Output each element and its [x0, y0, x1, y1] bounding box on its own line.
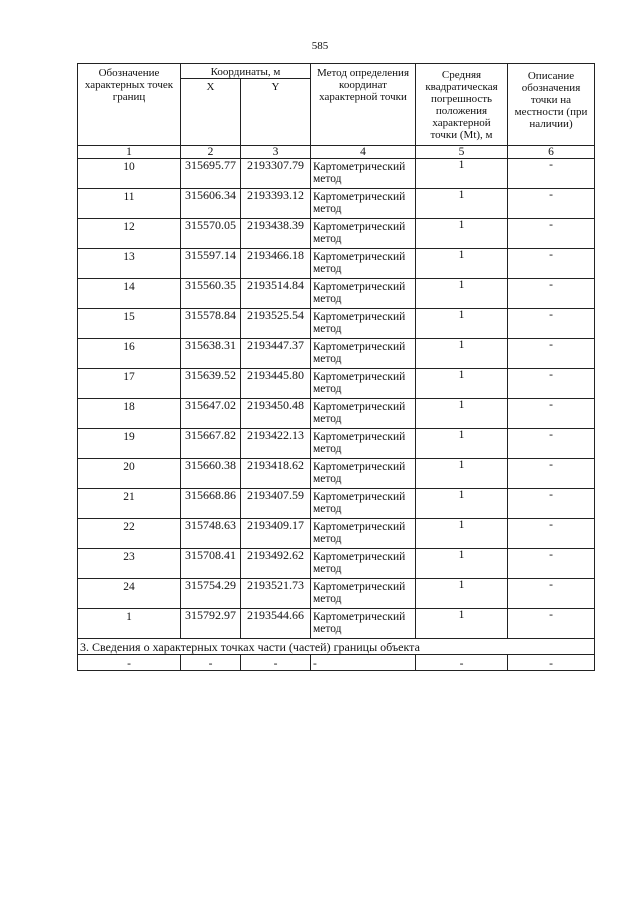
header-y: Y: [241, 79, 311, 146]
method-line-1: Картометрический: [313, 251, 406, 263]
x-coordinate-cell: 315660.38: [181, 459, 241, 489]
x-coordinate-cell: 315754.29: [181, 579, 241, 609]
method-cell: [311, 459, 416, 489]
method-line-2: метод: [313, 173, 342, 185]
section-3-title: 3. Сведения о характерных точках части (частей) границы объекта: [78, 639, 595, 655]
table-row: [78, 549, 595, 579]
method-line-1: Картометрический: [313, 161, 406, 173]
empty-cell: -: [78, 655, 181, 671]
method-line-1: Картометрический: [313, 341, 406, 353]
y-coordinate-cell: 2193492.62: [241, 549, 311, 579]
description-cell: -: [508, 249, 595, 279]
method-cell: [311, 579, 416, 609]
method-line-2: метод: [313, 203, 342, 215]
point-number-cell: 1: [78, 609, 181, 639]
accuracy-cell: 1: [416, 549, 508, 579]
description-cell: -: [508, 189, 595, 219]
point-number-cell: 22: [78, 519, 181, 549]
point-number-cell: 17: [78, 369, 181, 399]
description-cell: -: [508, 489, 595, 519]
point-number-cell: 16: [78, 339, 181, 369]
page-number: 585: [311, 40, 329, 52]
method-line-1: Картометрический: [313, 521, 406, 533]
accuracy-cell: 1: [416, 609, 508, 639]
accuracy-cell: 1: [416, 579, 508, 609]
table-row: [78, 249, 595, 279]
method-line-1: Картометрический: [313, 461, 406, 473]
x-coordinate-cell: 315560.35: [181, 279, 241, 309]
method-line-2: метод: [313, 593, 342, 605]
method-line-1: Картометрический: [313, 581, 406, 593]
method-line-1: Картометрический: [313, 431, 406, 443]
description-cell: -: [508, 549, 595, 579]
header-description: Описание обозначения точки на местности (при наличии): [508, 64, 595, 146]
table-row: [78, 489, 595, 519]
point-number-cell: 10: [78, 159, 181, 189]
y-coordinate-cell: 2193422.13: [241, 429, 311, 459]
method-line-1: Картометрический: [313, 491, 406, 503]
y-coordinate-cell: 2193447.37: [241, 339, 311, 369]
empty-cell: -: [416, 655, 508, 671]
table-row: [78, 579, 595, 609]
table-row: [78, 609, 595, 639]
x-coordinate-cell: 315668.86: [181, 489, 241, 519]
method-cell: [311, 429, 416, 459]
method-line-2: метод: [313, 563, 342, 575]
x-coordinate-cell: 315695.77: [181, 159, 241, 189]
empty-cell: -: [181, 655, 241, 671]
method-cell: [311, 549, 416, 579]
x-coordinate-cell: 315792.97: [181, 609, 241, 639]
point-number-cell: 14: [78, 279, 181, 309]
accuracy-cell: 1: [416, 459, 508, 489]
col-number: 3: [241, 146, 311, 159]
col-number: 1: [78, 146, 181, 159]
boundary-points-table: [77, 63, 595, 671]
method-line-1: Картометрический: [313, 191, 406, 203]
method-line-1: Картометрический: [313, 551, 406, 563]
x-coordinate-cell: 315570.05: [181, 219, 241, 249]
method-line-2: метод: [313, 323, 342, 335]
y-coordinate-cell: 2193307.79: [241, 159, 311, 189]
y-coordinate-cell: 2193521.73: [241, 579, 311, 609]
table-row: [78, 219, 595, 249]
y-coordinate-cell: 2193450.48: [241, 399, 311, 429]
section-3-empty-row: [78, 655, 595, 671]
method-line-1: Картометрический: [313, 611, 406, 623]
table-header-row-top: [78, 64, 595, 79]
description-cell: -: [508, 159, 595, 189]
method-line-2: метод: [313, 443, 342, 455]
description-cell: -: [508, 309, 595, 339]
description-cell: -: [508, 519, 595, 549]
method-cell: [311, 369, 416, 399]
method-cell: [311, 309, 416, 339]
x-coordinate-cell: 315578.84: [181, 309, 241, 339]
method-cell: [311, 249, 416, 279]
accuracy-cell: 1: [416, 429, 508, 459]
header-accuracy: Средняя квадратическая погрешность положения характерной точки (Mt), м: [416, 64, 508, 146]
accuracy-cell: 1: [416, 369, 508, 399]
point-number-cell: 15: [78, 309, 181, 339]
col-number: 4: [311, 146, 416, 159]
header-x: X: [181, 79, 241, 146]
description-cell: -: [508, 399, 595, 429]
empty-cell: -: [241, 655, 311, 671]
empty-cell: -: [311, 655, 416, 671]
method-line-1: Картометрический: [313, 221, 406, 233]
point-number-cell: 19: [78, 429, 181, 459]
table-row: [78, 459, 595, 489]
method-cell: [311, 609, 416, 639]
accuracy-cell: 1: [416, 189, 508, 219]
method-line-2: метод: [313, 383, 342, 395]
method-line-1: Картометрический: [313, 281, 406, 293]
method-line-2: метод: [313, 233, 342, 245]
point-number-cell: 13: [78, 249, 181, 279]
method-line-2: метод: [313, 623, 342, 635]
y-coordinate-cell: 2193409.17: [241, 519, 311, 549]
accuracy-cell: 1: [416, 159, 508, 189]
table-row: [78, 189, 595, 219]
y-coordinate-cell: 2193438.39: [241, 219, 311, 249]
accuracy-cell: 1: [416, 519, 508, 549]
x-coordinate-cell: 315597.14: [181, 249, 241, 279]
method-line-2: метод: [313, 473, 342, 485]
method-cell: [311, 339, 416, 369]
description-cell: -: [508, 459, 595, 489]
point-number-cell: 12: [78, 219, 181, 249]
method-cell: [311, 279, 416, 309]
table-row: [78, 309, 595, 339]
x-coordinate-cell: 315748.63: [181, 519, 241, 549]
method-line-2: метод: [313, 263, 342, 275]
col-number: 2: [181, 146, 241, 159]
table-row: [78, 399, 595, 429]
method-line-2: метод: [313, 503, 342, 515]
method-cell: [311, 159, 416, 189]
col-number: 5: [416, 146, 508, 159]
method-line-1: Картометрический: [313, 311, 406, 323]
description-cell: -: [508, 369, 595, 399]
accuracy-cell: 1: [416, 279, 508, 309]
point-number-cell: 21: [78, 489, 181, 519]
table-row: [78, 519, 595, 549]
table-row: [78, 279, 595, 309]
method-line-1: Картометрический: [313, 371, 406, 383]
table-row: [78, 159, 595, 189]
y-coordinate-cell: 2193466.18: [241, 249, 311, 279]
description-cell: -: [508, 609, 595, 639]
accuracy-cell: 1: [416, 309, 508, 339]
table-row: [78, 339, 595, 369]
y-coordinate-cell: 2193544.66: [241, 609, 311, 639]
method-cell: [311, 399, 416, 429]
table-body: [78, 159, 595, 639]
point-number-cell: 24: [78, 579, 181, 609]
description-cell: -: [508, 219, 595, 249]
accuracy-cell: 1: [416, 399, 508, 429]
x-coordinate-cell: 315667.82: [181, 429, 241, 459]
x-coordinate-cell: 315639.52: [181, 369, 241, 399]
method-cell: [311, 489, 416, 519]
x-coordinate-cell: 315708.41: [181, 549, 241, 579]
header-method: Метод определения координат характерной точки: [311, 64, 416, 146]
method-cell: [311, 189, 416, 219]
table-row: [78, 429, 595, 459]
method-line-2: метод: [313, 413, 342, 425]
y-coordinate-cell: 2193514.84: [241, 279, 311, 309]
method-line-1: Картометрический: [313, 401, 406, 413]
accuracy-cell: 1: [416, 489, 508, 519]
accuracy-cell: 1: [416, 249, 508, 279]
header-coordinates: Координаты, м: [181, 64, 311, 79]
y-coordinate-cell: 2193445.80: [241, 369, 311, 399]
column-numbers-row: [78, 146, 595, 159]
description-cell: -: [508, 279, 595, 309]
y-coordinate-cell: 2193525.54: [241, 309, 311, 339]
method-line-2: метод: [313, 533, 342, 545]
y-coordinate-cell: 2193407.59: [241, 489, 311, 519]
point-number-cell: 18: [78, 399, 181, 429]
x-coordinate-cell: 315638.31: [181, 339, 241, 369]
description-cell: -: [508, 429, 595, 459]
accuracy-cell: 1: [416, 339, 508, 369]
table-row: [78, 369, 595, 399]
description-cell: -: [508, 339, 595, 369]
x-coordinate-cell: 315606.34: [181, 189, 241, 219]
method-line-2: метод: [313, 353, 342, 365]
y-coordinate-cell: 2193418.62: [241, 459, 311, 489]
method-cell: [311, 219, 416, 249]
method-line-2: метод: [313, 293, 342, 305]
description-cell: -: [508, 579, 595, 609]
empty-cell: -: [508, 655, 595, 671]
header-point-designation: Обозначение характерных точек границ: [78, 64, 181, 146]
point-number-cell: 11: [78, 189, 181, 219]
x-coordinate-cell: 315647.02: [181, 399, 241, 429]
method-cell: [311, 519, 416, 549]
accuracy-cell: 1: [416, 219, 508, 249]
point-number-cell: 20: [78, 459, 181, 489]
section-3-row: [78, 639, 595, 655]
point-number-cell: 23: [78, 549, 181, 579]
y-coordinate-cell: 2193393.12: [241, 189, 311, 219]
col-number: 6: [508, 146, 595, 159]
